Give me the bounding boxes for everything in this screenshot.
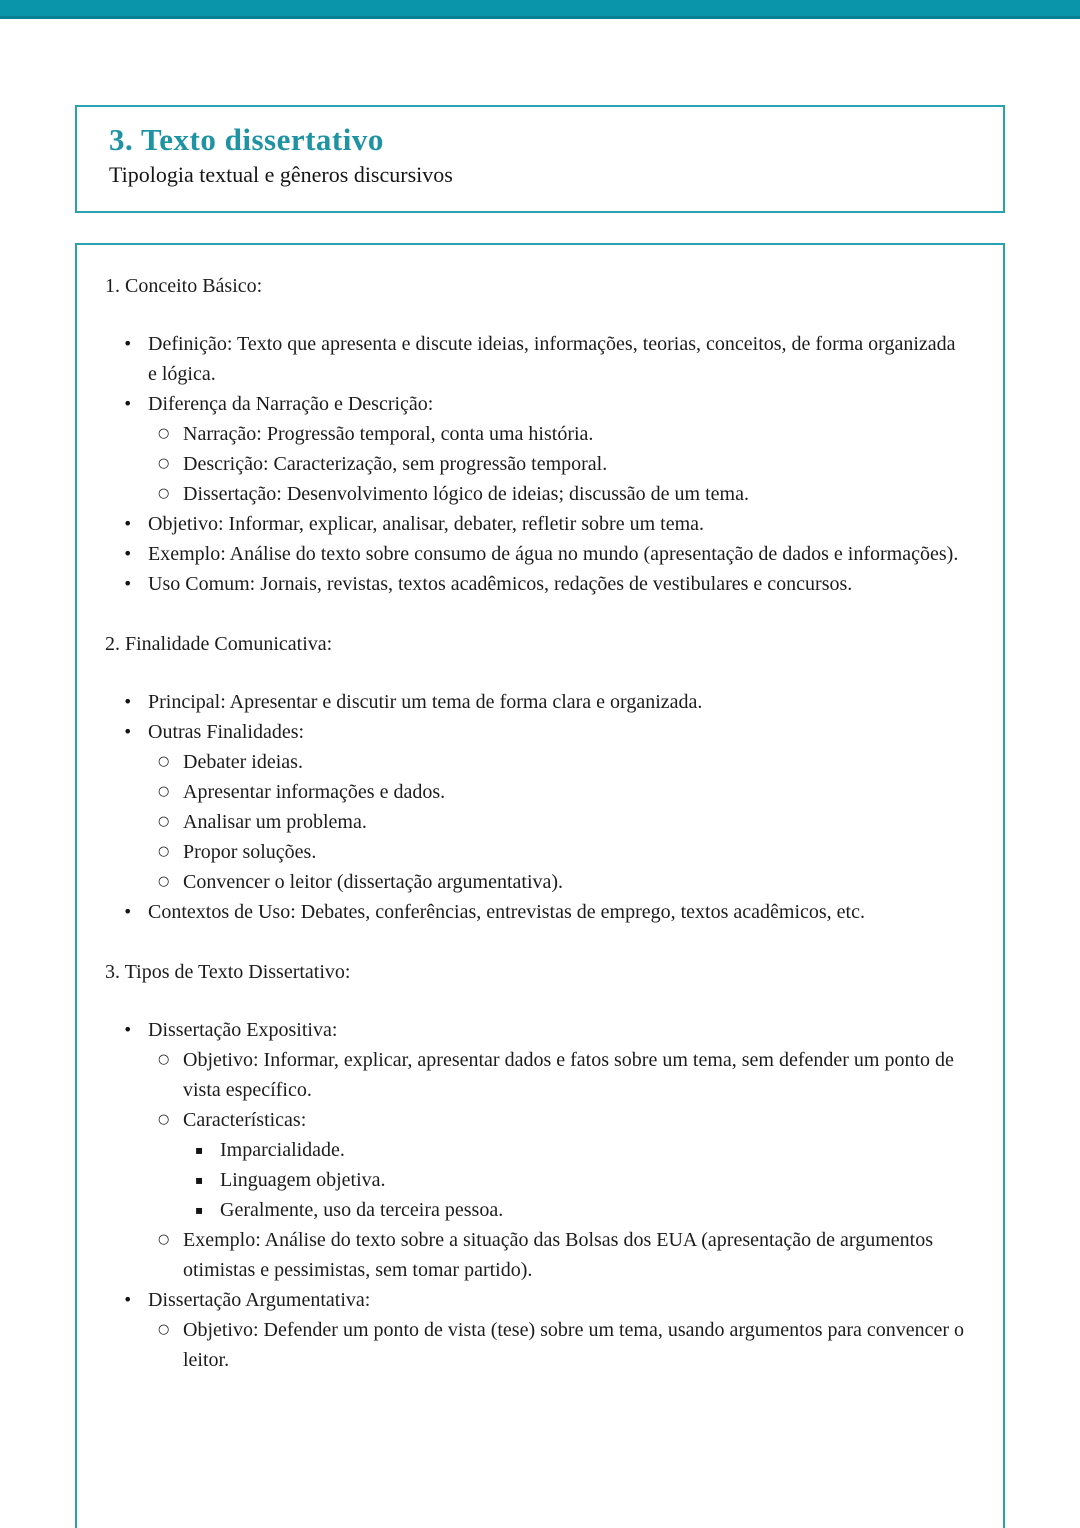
bullet-circle-icon: ○ [158,844,170,859]
list-item [105,1015,969,1045]
section-heading: 2. Finalidade Comunicativa: [105,633,333,655]
list-item-text: Narração: Progressão temporal, conta uma história. [183,423,594,445]
section-heading: 3. Tipos de Texto Dissertativo: [105,961,351,983]
list-item-text: Diferença da Narração e Descrição: [148,393,434,415]
list-item-text: Uso Comum: Jornais, revistas, textos acadêmicos, redações de vestibulares e concursos. [148,573,853,595]
list-item-text: Dissertação: Desenvolvimento lógico de ideias; discussão de um tema. [183,483,749,505]
content-box [75,243,1005,1528]
list-item [105,569,969,599]
list-item [105,1165,969,1195]
bullet-circle-icon: ○ [158,784,170,799]
list-item-text: Objetivo: Informar, explicar, apresentar dados e fatos sobre um tema, sem defender um ponto de vista específico. [183,1049,954,1101]
bullet-circle-icon: ○ [158,1322,170,1337]
list-item-text: Exemplo: Análise do texto sobre a situação das Bolsas dos EUA (apresentação de argumentos otimistas e pessimistas, sem tomar partido). [183,1229,933,1281]
bullet-circle-icon: ○ [158,486,170,501]
list-item [105,1135,969,1165]
list-item-text: Geralmente, uso da terceira pessoa. [220,1199,504,1221]
list-item [105,867,969,897]
list-item [105,1045,969,1105]
list-item-text: Características: [183,1109,307,1131]
list-item-text: Principal: Apresentar e discutir um tema de forma clara e organizada. [148,691,703,713]
list-item [105,1225,969,1285]
list-item-text: Exemplo: Análise do texto sobre consumo de água no mundo (apresentação de dados e informações). [148,543,959,565]
list-item [105,687,969,717]
list-item [105,1285,969,1315]
list-item-text: Dissertação Expositiva: [148,1019,338,1041]
bullet-disc-icon: • [123,334,133,353]
list-item [105,389,969,419]
page-subtitle: Tipologia textual e gêneros discursivos [109,162,453,187]
bullet-circle-icon: ○ [158,456,170,471]
list-item [105,1105,969,1135]
bullet-disc-icon: • [123,902,133,921]
list-item [105,897,969,927]
list-item [105,479,969,509]
bullet-disc-icon: • [123,1290,133,1309]
bullet-disc-icon: • [123,692,133,711]
list-item-text: Descrição: Caracterização, sem progressão temporal. [183,453,608,475]
bullet-disc-icon: • [123,1020,133,1039]
list-item [105,419,969,449]
bullet-disc-icon: • [123,394,133,413]
bullet-circle-icon: ○ [158,426,170,441]
bullet-square-icon: ▪ [195,1173,204,1187]
bullet-square-icon: ▪ [195,1143,204,1157]
top-accent-bar [0,0,1080,19]
list-item-text: Contextos de Uso: Debates, conferências, entrevistas de emprego, textos acadêmicos, etc. [148,901,865,923]
list-item-text: Objetivo: Defender um ponto de vista (tese) sobre um tema, usando argumentos para convencer o leitor. [183,1319,965,1371]
list-item-text: Debater ideias. [183,751,303,773]
list-item-text: Dissertação Argumentativa: [148,1289,371,1311]
list-item [105,837,969,867]
list-item-text: Imparcialidade. [220,1139,345,1161]
list-item [105,329,969,389]
list-item-text: Analisar um problema. [183,811,367,833]
bullet-disc-icon: • [123,514,133,533]
page-title: 3. Texto dissertativo [109,122,384,157]
list-item-text: Propor soluções. [183,841,317,863]
list-item-text: Apresentar informações e dados. [183,781,446,803]
section-heading: 1. Conceito Básico: [105,275,263,297]
list-item-text: Definição: Texto que apresenta e discute ideias, informações, teorias, conceitos, de forma organizada e lógica. [148,333,956,385]
bullet-square-icon: ▪ [195,1203,204,1217]
bullet-circle-icon: ○ [158,1232,170,1247]
list-item-text: Convencer o leitor (dissertação argumentativa). [183,871,564,893]
list-item [105,747,969,777]
list-item [105,539,969,569]
bullet-circle-icon: ○ [158,1112,170,1127]
list-item [105,1315,969,1375]
bullet-circle-icon: ○ [158,874,170,889]
list-item [105,509,969,539]
bullet-disc-icon: • [123,722,133,741]
bullet-circle-icon: ○ [158,1052,170,1067]
bullet-circle-icon: ○ [158,814,170,829]
list-item-text: Linguagem objetiva. [220,1169,386,1191]
bullet-disc-icon: • [123,574,133,593]
list-item [105,717,969,747]
list-item-text: Outras Finalidades: [148,721,305,743]
list-item [105,449,969,479]
list-item [105,777,969,807]
bullet-circle-icon: ○ [158,754,170,769]
bullet-disc-icon: • [123,544,133,563]
list-item [105,807,969,837]
list-item-text: Objetivo: Informar, explicar, analisar, debater, refletir sobre um tema. [148,513,705,535]
list-item [105,1195,969,1225]
title-box [75,105,1005,213]
